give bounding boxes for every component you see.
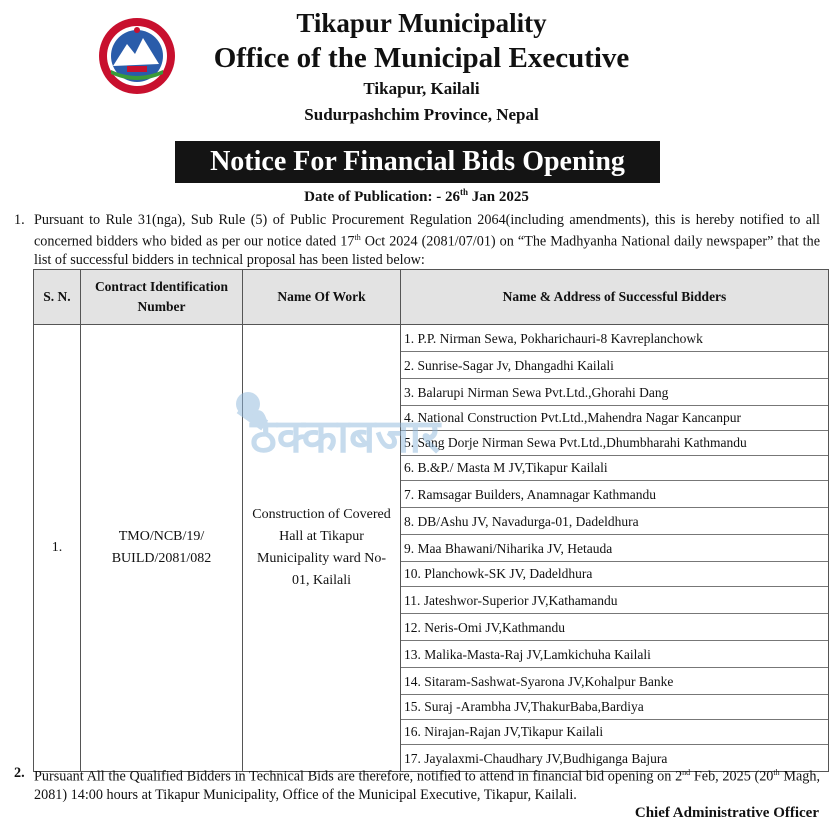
- publication-date: Date of Publication: - 26th Jan 2025: [304, 187, 529, 205]
- list-item: 10. Planchowk-SK JV, Dadeldhura: [401, 562, 828, 587]
- watermark-text: ठेक्काबजार: [250, 409, 441, 463]
- header-contract-id: Contract Identification Number: [81, 270, 243, 325]
- list-item: 2. Sunrise-Sagar Jv, Dhangadhi Kailali: [401, 352, 828, 379]
- list-item: 9. Maa Bhawani/Niharika JV, Hetauda: [401, 535, 828, 562]
- cell-contract-id: TMO/NCB/19/ BUILD/2081/082: [81, 325, 243, 772]
- paragraph-1: [14, 211, 820, 269]
- list-item: 1. P.P. Nirman Sewa, Pokharichauri-8 Kavreplanchowk: [401, 325, 828, 352]
- list-item: 8. DB/Ashu JV, Navadurga-01, Dadeldhura: [401, 508, 828, 535]
- header-work: Name Of Work: [243, 270, 401, 325]
- paragraph-number: 1.: [14, 212, 25, 228]
- letterhead: [0, 6, 833, 128]
- list-item: 7. Ramsagar Builders, Anamnagar Kathmandu: [401, 481, 828, 508]
- paragraph-text: Pursuant All the Qualified Bidders in Technical Bids are therefore, notified to attend in financial bid opening on 2nd Feb, 2025 (20th Magh, 2081) 14:00 hours at Tikapur Municipality, Office of the Municipal Executive, Tikapur, Kailali.: [34, 768, 820, 803]
- paragraph-text: Pursuant to Rule 31(nga), Sub Rule (5) of Public Procurement Regulation 2064(including amendments), this is hereby notified to all concerned bidders who bided as per our notice dated 17th Oct 2024 (2081/07/01) on “The Madhyanha National daily newspaper” that the list of successful bidders in technical proposal has been listed below:: [34, 212, 820, 268]
- list-item: 4. National Construction Pvt.Ltd.,Mahendra Nagar Kancanpur: [401, 406, 828, 431]
- province-name: Sudurpashchim Province, Nepal: [304, 105, 539, 124]
- paragraph-number: 2.: [14, 765, 25, 781]
- signature-title: Chief Administrative Officer: [634, 805, 819, 821]
- office-location: Tikapur, Kailali: [363, 79, 480, 98]
- header-sn: S. N.: [34, 270, 81, 325]
- list-item: 3. Balarupi Nirman Sewa Pvt.Ltd.,Ghorahi Dang: [401, 379, 828, 406]
- municipality-name: Tikapur Municipality: [296, 8, 547, 38]
- paragraph-2: [14, 764, 820, 804]
- list-item: 16. Nirajan-Rajan JV,Tikapur Kailali: [401, 720, 828, 745]
- list-item: 17. Jayalaxmi-Chaudhary JV,Budhiganga Bajura: [404, 751, 668, 766]
- list-item: 12. Neris-Omi JV,Kathmandu: [401, 614, 828, 641]
- list-item: 14. Sitaram-Sashwat-Syarona JV,Kohalpur Banke: [401, 668, 828, 695]
- list-item: 13. Malika-Masta-Raj JV,Lamkichuha Kailali: [401, 641, 828, 668]
- list-item: 15. Suraj -Arambha JV,ThakurBaba,Bardiya: [401, 695, 828, 720]
- cell-work: Construction of Covered Hall at Tikapur Municipality ward No-01, Kailali: [243, 325, 401, 772]
- list-item: 11. Jateshwor-Superior JV,Kathamandu: [401, 587, 828, 614]
- office-name: Office of the Municipal Executive: [213, 42, 630, 74]
- header-bidders: Name & Address of Successful Bidders: [401, 270, 829, 325]
- cell-sn: 1.: [34, 325, 81, 772]
- list-item: 5. Sang Dorje Nirman Sewa Pvt.Ltd.,Dhumbharahi Kathmandu: [401, 431, 828, 456]
- watermark-logo: [232, 386, 532, 466]
- list-item: 6. B.&P./ Masta M JV,Tikapur Kailali: [401, 456, 828, 481]
- notice-title: Notice For Financial Bids Opening: [175, 141, 660, 183]
- bidders-table: [33, 269, 829, 772]
